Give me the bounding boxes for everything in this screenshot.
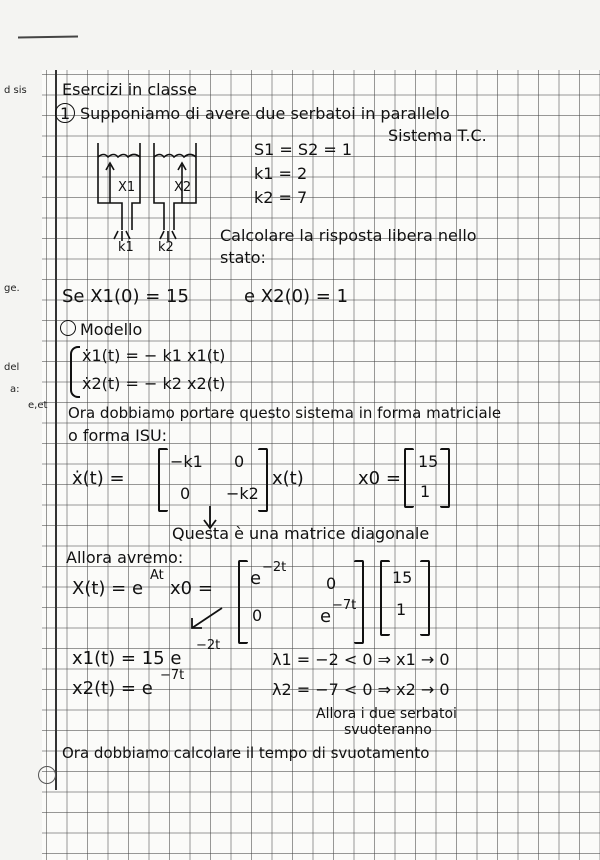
margin-note-a: a:	[10, 384, 20, 395]
matrix-a-21: 0	[180, 484, 191, 503]
solution-vector-left-bracket	[380, 560, 390, 636]
x0-right-bracket	[440, 448, 450, 508]
diagram-label-k1: k1	[118, 240, 134, 255]
exp-matrix-22-exp: −7t	[332, 598, 357, 613]
system-type: Sistema T.C.	[388, 126, 487, 145]
solution-exp: At	[150, 568, 164, 583]
model-equation-2: ẋ2(t) = − k2 x2(t)	[82, 374, 226, 393]
diagram-label-x1: X1	[118, 180, 136, 195]
solution-vector-2: 1	[396, 600, 407, 619]
matrix-a-11: −k1	[170, 452, 203, 471]
margin-note-sis: d sis	[4, 85, 27, 96]
model-equation-1: ẋ1(t) = − k1 x1(t)	[82, 346, 226, 365]
exp-matrix-22: e	[320, 606, 332, 627]
matrix-intro-line-2: o forma ISU:	[68, 426, 168, 445]
solution-vector-1: 15	[392, 568, 413, 587]
matrix-a-left-bracket	[158, 448, 168, 512]
margin-note-e-et: e,et	[28, 400, 48, 411]
exp-matrix-21: 0	[252, 606, 263, 625]
matrix-a-12: 0	[234, 452, 245, 471]
margin-note-del: del	[4, 362, 20, 373]
exp-matrix-left-bracket	[238, 560, 248, 644]
exp-matrix-12: 0	[326, 574, 337, 593]
initial-condition-x1: Se X1(0) = 15	[62, 286, 189, 307]
task-line-2: stato:	[220, 248, 266, 267]
param-k2: k2 = 7	[254, 188, 308, 207]
margin-note-ge: ge.	[4, 283, 20, 294]
solution-vector-right-bracket	[420, 560, 430, 636]
model-bullet-circle	[60, 320, 76, 336]
tank-diagram	[92, 135, 222, 255]
margin-line	[55, 70, 57, 790]
solution-lhs: X(t) = e	[72, 578, 144, 599]
eigenvalue-1: λ1 = −2 < 0 ⇒ x1 → 0	[272, 650, 450, 669]
state-eq-rhs: x(t)	[272, 468, 304, 489]
initial-condition-x2: e X2(0) = 1	[244, 286, 349, 307]
diagram-label-k2: k2	[158, 240, 174, 255]
component-x1: x1(t) = 15 e	[72, 648, 182, 669]
component-x1-exp: −2t	[196, 638, 221, 653]
matrix-a-right-bracket	[258, 448, 268, 512]
system-brace	[70, 346, 80, 398]
binder-hole	[38, 766, 56, 784]
matrix-a-22: −k2	[226, 484, 259, 503]
x0-value-2: 1	[420, 482, 431, 501]
param-s: S1 = S2 = 1	[254, 140, 353, 159]
diagonal-arrow-icon	[186, 604, 226, 634]
exercise-statement: Supponiamo di avere due serbatoi in parallelo	[80, 104, 450, 123]
component-x2-exp: −7t	[160, 668, 185, 683]
exp-matrix-11: e	[250, 568, 262, 589]
exp-matrix-11-exp: −2t	[262, 560, 287, 575]
task-line-1: Calcolare la risposta libera nello	[220, 226, 477, 245]
exercise-number: 1	[60, 104, 71, 123]
state-eq-lhs: ẋ(t) =	[72, 468, 125, 489]
page-title: Esercizi in classe	[62, 80, 197, 99]
x0-label: x0 =	[358, 468, 401, 489]
x0-value-1: 15	[418, 452, 439, 471]
model-heading: Modello	[80, 320, 143, 339]
param-k1: k1 = 2	[254, 164, 308, 183]
matrix-intro-line-1: Ora dobbiamo portare questo sistema in forma matriciale	[68, 404, 502, 422]
diagram-label-x2: X2	[174, 180, 192, 195]
solution-x0: x0 =	[170, 578, 213, 599]
x0-left-bracket	[404, 448, 414, 508]
exp-matrix-right-bracket	[354, 560, 364, 644]
then-we-have: Allora avremo:	[66, 548, 184, 567]
conclusion-line-1: Allora i due serbatoi	[316, 706, 457, 722]
top-rule	[18, 35, 78, 38]
component-x2: x2(t) = e	[72, 678, 153, 699]
next-step-line: Ora dobbiamo calcolare il tempo di svuotamento	[62, 744, 430, 762]
diagonal-note: Questa è una matrice diagonale	[172, 524, 430, 543]
eigenvalue-2: λ2 = −7 < 0 ⇒ x2 → 0	[272, 680, 450, 699]
conclusion-line-2: svuoteranno	[344, 722, 432, 738]
